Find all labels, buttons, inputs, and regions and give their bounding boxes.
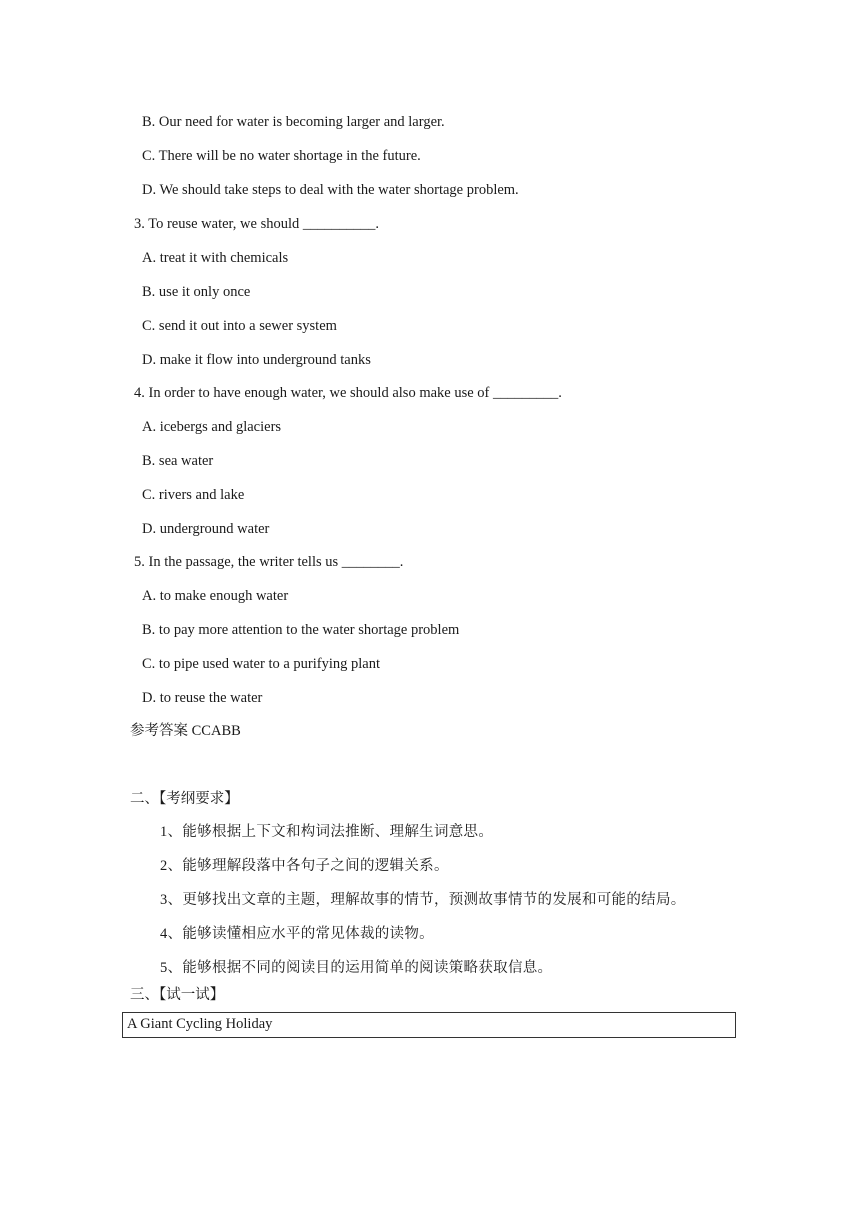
section3-heading: 三、【试一试】 — [130, 987, 225, 1003]
q4-option-c: C. rivers and lake — [142, 487, 245, 503]
q5-option-c: C. to pipe used water to a purifying plant — [142, 656, 380, 672]
q5-option-b: B. to pay more attention to the water shortage problem — [142, 622, 460, 638]
passage-title-box — [122, 1012, 736, 1038]
q4-option-b: B. sea water — [142, 453, 214, 469]
q3-option-b: B. use it only once — [142, 284, 251, 300]
passage-title: A Giant Cycling Holiday — [127, 1016, 273, 1032]
requirement-item: 3、更够找出文章的主题，理解故事的情节，预测故事情节的发展和可能的结局。 — [160, 892, 686, 908]
q4-stem: 4. In order to have enough water, we should also make use of _________. — [134, 385, 562, 401]
requirement-item: 4、能够读懂相应水平的常见体裁的读物。 — [160, 926, 434, 942]
q2-option-b: B. Our need for water is becoming larger and larger. — [142, 114, 445, 130]
q5-option-d: D. to reuse the water — [142, 690, 263, 706]
answer-key: 参考答案 CCABB — [130, 723, 241, 739]
requirement-item: 1、能够根据上下文和构词法推断、理解生词意思。 — [160, 824, 494, 840]
q2-option-d: D. We should take steps to deal with the water shortage problem. — [142, 182, 519, 198]
q2-option-c: C. There will be no water shortage in the future. — [142, 148, 421, 164]
requirement-item: 2、能够理解段落中各句子之间的逻辑关系。 — [160, 858, 449, 874]
q5-stem: 5. In the passage, the writer tells us ________. — [134, 554, 404, 570]
requirement-item: 5、能够根据不同的阅读目的运用简单的阅读策略获取信息。 — [160, 960, 553, 976]
q3-stem: 3. To reuse water, we should __________. — [134, 216, 379, 232]
q3-option-d: D. make it flow into underground tanks — [142, 352, 371, 368]
q4-option-d: D. underground water — [142, 521, 270, 537]
q5-option-a: A. to make enough water — [142, 588, 289, 604]
q4-option-a: A. icebergs and glaciers — [142, 419, 282, 435]
q3-option-c: C. send it out into a sewer system — [142, 318, 337, 334]
section2-heading: 二、【考纲要求】 — [130, 791, 239, 807]
q3-option-a: A. treat it with chemicals — [142, 250, 289, 266]
